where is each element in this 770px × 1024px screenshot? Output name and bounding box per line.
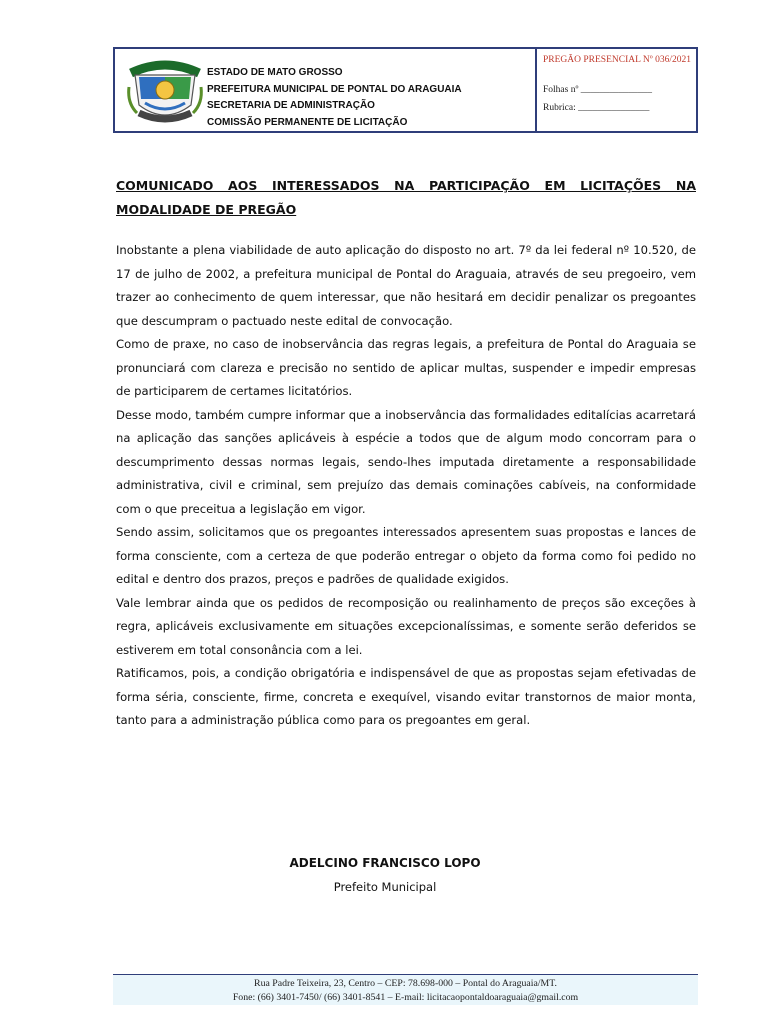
signer-name: ADELCINO FRANCISCO LOPO (289, 856, 481, 870)
paragraph-1: Inobstante a plena viabilidade de auto aplicação do disposto no art. 7º da lei federal nº 10.520, de 17 de julho de 2002, a prefeitura municipal de Pontal do Araguaia, através de seu pregoeiro, vem trazer ao conhecimento de quem interessar, que não hesitará em decidir penalizar os pregoantes que descumpram o pactuado neste edital de convocação. (116, 243, 696, 328)
paragraph-6: Ratificamos, pois, a condição obrigatória e indispensável de que as propostas sejam efetivadas de forma séria, consciente, firme, concreta e exequível, visando evitar transtornos de maior monta, tanto para a administração pública como para os pregoantes em geral. (116, 666, 696, 727)
footer (113, 974, 698, 1005)
header-left (115, 49, 535, 131)
document-body (116, 239, 696, 733)
folhas-field: Folhas nº _______________ (543, 85, 653, 95)
state-name: ESTADO DE MATO GROSSO (207, 67, 343, 78)
institution-lines (207, 65, 462, 131)
paragraph-5: Vale lembrar ainda que os pedidos de recomposição ou realinhamento de preços são exceções à regra, aplicáveis exclusivamente em situações excepcionalíssimas, e somente serão deferidos se estiverem em total consonância com a lei. (116, 595, 696, 657)
header-box (113, 47, 698, 133)
paragraph-3: Desse modo, também cumpre informar que a inobservância das formalidades editalícias acarretará na aplicação das sanções aplicáveis à espécie a todos que de algum modo concorram para o descumprimento dessas normas legais, sendo-lhes imputada diretamente a responsabilidade administrativa, civil e criminal, sem prejuízo das demais cominações cabíveis, na conformidade com o que preceitua a legislação em vigor. (116, 407, 696, 516)
footer-contact: Fone: (66) 3401-7450/ (66) 3401-8541 – E-mail: licitacaopontaldoaraguaia@gmail.com (232, 992, 579, 1003)
title-line-2: MODALIDADE DE PREGÃO (116, 202, 297, 217)
paragraph-2: Como de praxe, no caso de inobservância das regras legais, a prefeitura de Pontal do Araguaia se pronunciará com clareza e precisão no sentido de aplicar multas, suspender e impedir empresas de participarem de certames licitatórios. (116, 337, 696, 398)
pregao-number: PREGÃO PRESENCIAL Nº 036/2021 (543, 55, 692, 65)
paragraph-4: Sendo assim, solicitamos que os pregoantes interessados apresentem suas propostas e lances de forma consciente, com a certeza de que poderão entregar o objeto da forma como foi pedido no edital e dentro dos prazos, preços e padrões de qualidade exigidos. (116, 525, 696, 586)
signer-role: Prefeito Municipal (333, 880, 437, 894)
prefecture-name: PREFEITURA MUNICIPAL DE PONTAL DO ARAGUAIA (207, 83, 462, 95)
commission-name: COMISSÃO PERMANENTE DE LICITAÇÃO (207, 116, 408, 128)
secretariat-name: SECRETARIA DE ADMINISTRAÇÃO (207, 100, 375, 111)
municipal-coat-of-arms-icon (125, 53, 205, 129)
process-info-box (535, 49, 698, 131)
rubrica-field: Rubrica: _______________ (543, 103, 650, 113)
title-line-1: COMUNICADO AOS INTERESSADOS NA PARTICIPAÇÃO EM LICITAÇÕES NA (116, 178, 696, 193)
document-title (116, 174, 696, 222)
footer-address: Rua Padre Teixeira, 23, Centro – CEP: 78.698-000 – Pontal do Araguaia/MT. (254, 978, 557, 989)
